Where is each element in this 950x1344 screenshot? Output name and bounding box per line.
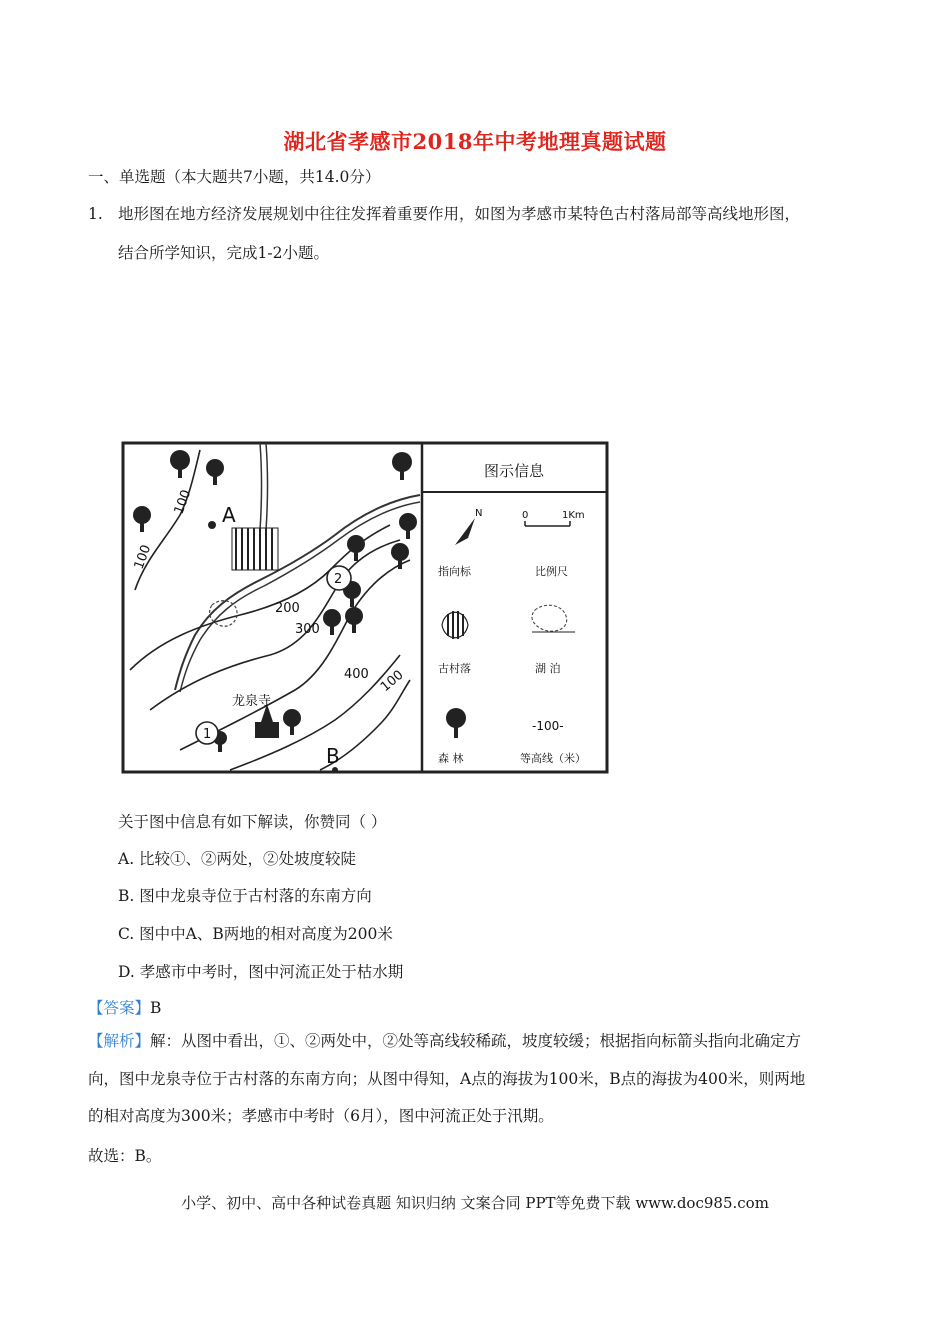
option-d: D. 孝感市中考时，图中河流正处于枯水期 [118, 963, 404, 981]
point-a-dot [208, 521, 216, 529]
question-text-line-1: 地形图在地方经济发展规划中往往发挥着重要作用，如图为孝感市某特色古村落局部等高线地形图， [118, 205, 801, 223]
contour-label: 300 [295, 622, 320, 637]
legend-contour-sample: -100- [532, 719, 564, 733]
page-title: 湖北省孝感市2018年中考地理真题试题 [283, 129, 667, 154]
legend-village-label: 古村落 [438, 662, 471, 675]
question-text-line-2: 结合所学知识，完成1-2小题。 [118, 244, 329, 262]
analysis-line-3: 的相对高度为300米；孝感市中考时（6月），图中河流正处于汛期。 [88, 1107, 554, 1125]
answer-value: B [150, 999, 162, 1017]
legend-lake-label: 湖 泊 [535, 662, 561, 675]
contour-label: 100 [131, 542, 155, 572]
legend-scale-label: 比例尺 [535, 565, 568, 578]
village-symbol [232, 528, 278, 570]
compass-icon [455, 508, 482, 545]
answer-line [88, 997, 161, 1019]
section-heading: 一、单选题（本大题共7小题，共14.0分） [88, 168, 381, 186]
option-b: B. 图中龙泉寺位于古村落的东南方向 [118, 887, 372, 905]
footer-text: 小学、初中、高中各种试卷真题 知识归纳 文案合同 PPT等免费下载 www.doc985.com [181, 1194, 769, 1212]
contour-label: 200 [275, 601, 300, 616]
contour-label: 100 [377, 667, 407, 696]
contour-line [150, 540, 400, 710]
legend-scale-km: 1Km [562, 510, 585, 521]
temple-label: 龙泉寺 [232, 694, 272, 709]
question-prompt: 关于图中信息有如下解读，你赞同（ ） [118, 813, 387, 831]
circle-2-label: 2 [334, 572, 343, 587]
river-bank [180, 502, 420, 692]
scale-bar-icon [525, 521, 570, 526]
legend-compass-label: 指向标 [438, 565, 471, 578]
contour-label: 400 [344, 667, 369, 682]
road [260, 443, 262, 530]
analysis-label: 【解析】 [88, 1032, 151, 1050]
analysis-text-1: 解：从图中看出，①、②两处中，②处等高线较稀疏，坡度较缓；根据指向标箭头指向北确定方 [150, 1032, 802, 1050]
conclusion: 故选：B。 [88, 1147, 162, 1165]
question-number: 1. [88, 205, 103, 223]
legend-title: 图示信息 [484, 462, 545, 480]
analysis-line-2: 向，图中龙泉寺位于古村落的东南方向；从图中得知，A点的海拔为100米，B点的海拔为400米，则两地 [88, 1070, 806, 1088]
legend-forest-label: 森 林 [438, 752, 464, 765]
circle-1-label: 1 [203, 727, 212, 742]
point-a-label: A [222, 503, 236, 527]
svg-text:N: N [475, 508, 483, 519]
option-a: A. 比较①、②两处，②处坡度较陡 [118, 850, 357, 868]
contour-map-figure [120, 440, 610, 775]
lake-legend-icon [532, 605, 575, 632]
contour-label: 100 [171, 487, 195, 517]
point-b-label: B [326, 744, 340, 768]
option-c: C. 图中中A、B两地的相对高度为200米 [118, 925, 393, 943]
legend-scale-zero: 0 [522, 510, 529, 521]
forest-legend-icon [446, 708, 466, 738]
analysis-line-1 [88, 1030, 801, 1052]
answer-label: 【答案】 [88, 999, 151, 1017]
legend-contour-label: 等高线（米） [520, 752, 586, 765]
village-legend-icon [442, 611, 468, 639]
